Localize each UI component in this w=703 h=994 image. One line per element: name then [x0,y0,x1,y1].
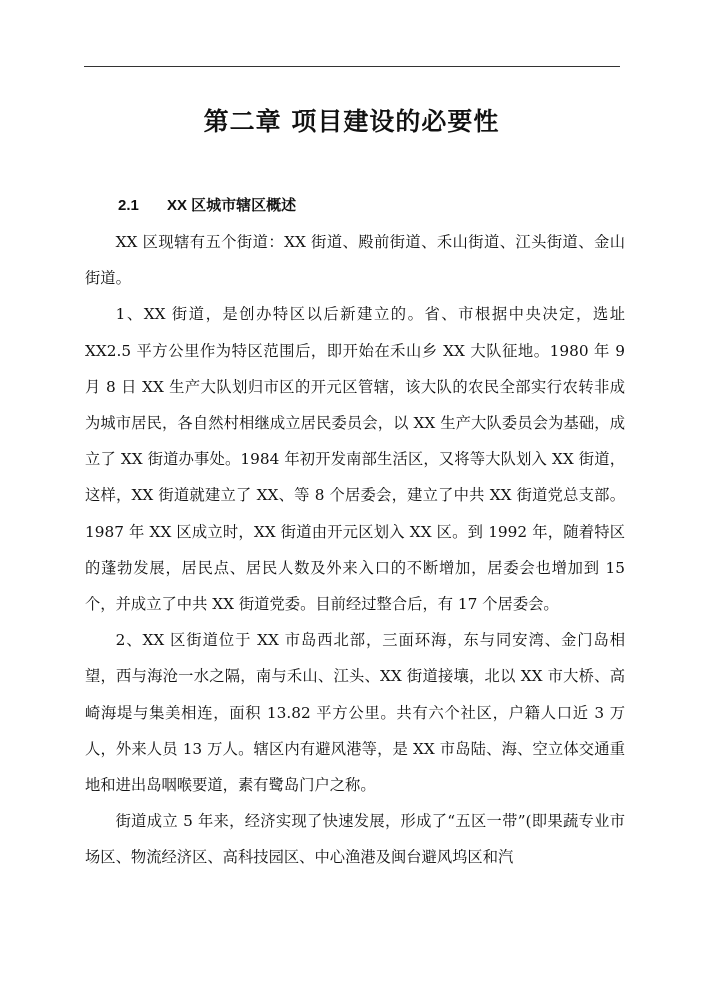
header-rule [84,66,620,67]
section-number: 2.1 [118,197,139,214]
body-text [85,224,625,876]
paragraph-3: 街道成立 5 年来，经济实现了快速发展，形成了“五区一带”(即果蔬专业市场区、物流经济区、高科技园区、中心渔港及闽台避风坞区和汽 [85,812,625,867]
paragraph-2: 2、XX 区街道位于 XX 市岛西北部，三面环海，东与同安湾、金门岛相望，西与海沧一水之隔，南与禾山、江头、XX 街道接壤，北以 XX 市大桥、高崎海堤与集美相连，面积 13.82 平方公里。共有六个社区，户籍人口近 3 万人，外来人员 13 万人。辖区内有避风港等，是 XX 市岛陆、海、空立体交通重地和进出岛咽喉要道，素有鹭岛门户之称。 [85,631,625,795]
chapter-title: 第二章 项目建设的必要性 [203,107,500,136]
section-title: XX 区城市辖区概述 [167,197,297,214]
paragraph-1: 1、XX 街道，是创办特区以后新建立的。省、市根据中央决定，选址 XX2.5 平方公里作为特区范围后，即开始在禾山乡 XX 大队征地。1980 年 9 月 8 日 XX 生产大队划归市区的开元区管辖，该大队的农民全部实行农转非成为城市居民，各自然村相继成立居民委员会，以 XX 生产大队委员会为基础，成立了 XX 街道办事处。1984 年初开发南部生活区，又将等大队划入 XX 街道，这样，XX 街道就建立了 XX、等 8 个居委会，建立了中共 XX 街道党总支部。1987 年 XX 区成立时，XX 街道由开元区划入 XX 区。到 1992 年，随着特区的蓬勃发展，居民点、居民人数及外来入口的不断增加，居委会也增加到 15 个，并成立了中共 XX 街道党委。目前经过整合后，有 17 个居委会。 [85,305,625,614]
paragraph-intro: XX 区现辖有五个街道：XX 街道、殿前街道、禾山街道、江头街道、金山街道。 [85,233,625,288]
section-heading [118,192,296,220]
